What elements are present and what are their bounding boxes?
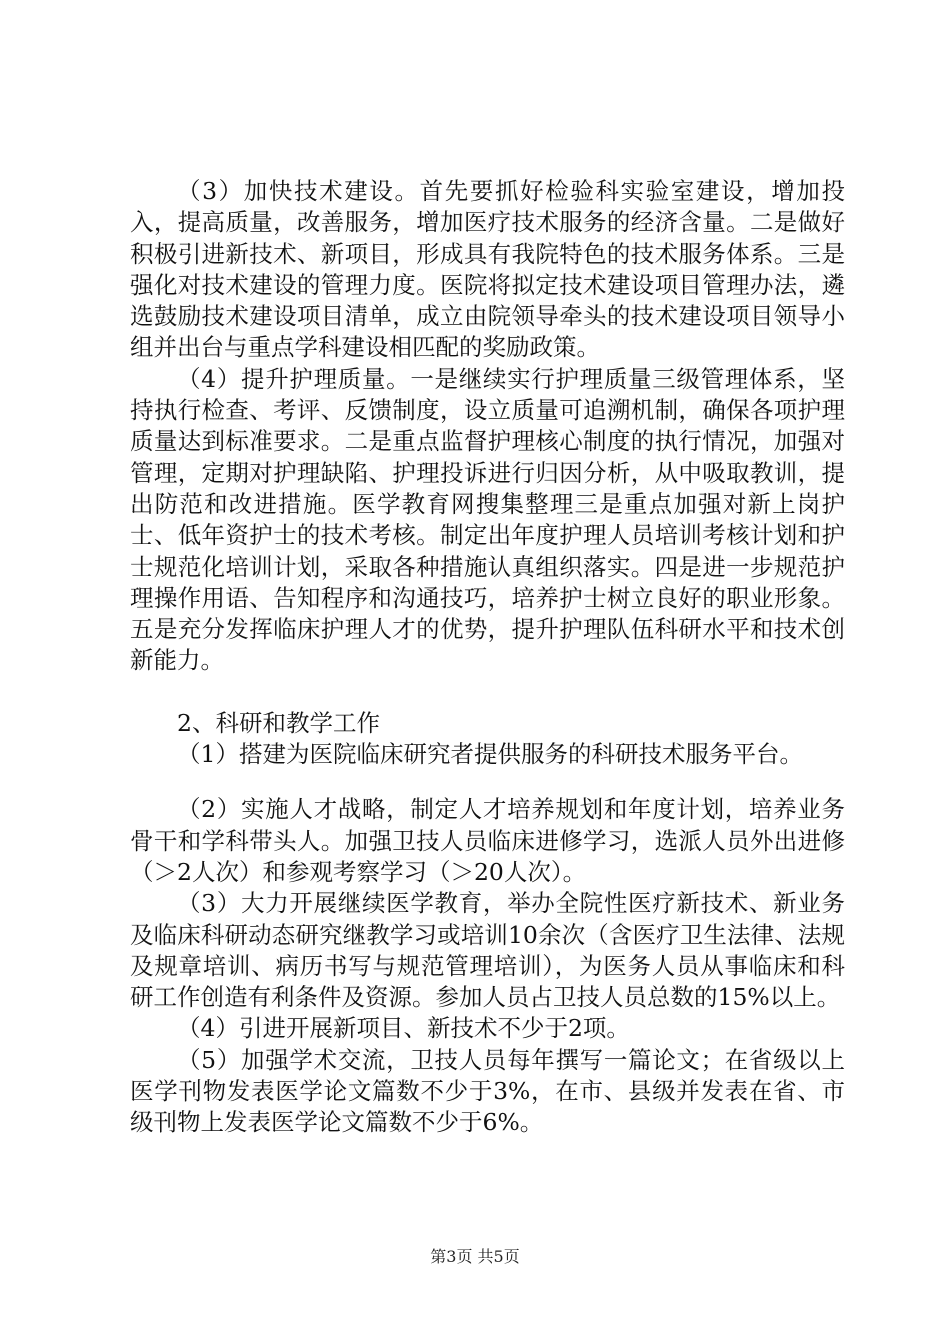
document-body bbox=[130, 176, 845, 1139]
paragraph-nursing-quality: （4）提升护理质量。一是继续实行护理质量三级管理体系，坚持执行检查、考评、反馈制度，设立质量可追溯机制，确保各项护理质量达到标准要求。二是重点监督护理核心制度的执行情况，加强对管理，定期对护理缺陷、护理投诉进行归因分析，从中吸取教训，提出防范和改进措施。医学教育网搜集整理三是重点加强对新上岗护士、低年资护士的技术考核。制定出年度护理人员培训考核计划和护士规范化培训计划，采取各种措施认真组织落实。四是进一步规范护理操作用语、告知程序和沟通技巧，培养护士树立良好的职业形象。五是充分发挥临床护理人才的优势，提升护理队伍科研水平和技术创新能力。 bbox=[130, 364, 845, 675]
spacer bbox=[130, 770, 845, 794]
paragraph-talent-strategy: （2）实施人才战略，制定人才培养规划和年度计划，培养业务骨干和学科带头人。加强卫技人员临床进修学习，选派人员外出进修（＞2人次）和参观考察学习（＞20人次）。 bbox=[130, 795, 845, 886]
section-heading-research-teaching: 2、科研和教学工作 bbox=[177, 708, 380, 737]
paragraph-new-projects: （4）引进开展新项目、新技术不少于2项。 bbox=[177, 1014, 630, 1043]
paragraph-academic-exchange: （5）加强学术交流，卫技人员每年撰写一篇论文；在省级以上医学刊物发表医学论文篇数不少于3%，在市、县级并发表在省、市级刊物上发表医学论文篇数不少于6%。 bbox=[130, 1045, 845, 1137]
paragraph-research-platform: （1）搭建为医院临床研究者提供服务的科研技术服务平台。 bbox=[177, 740, 803, 769]
spacer bbox=[130, 677, 845, 708]
paragraph-continuing-education: （3）大力开展继续医学教育，举办全院性医疗新技术、新业务及临床科研动态研究继教学习或培训10余次（含医疗卫生法律、法规及规章培训、病历书写与规范管理培训），为医务人员从事临床和科研工作创造有利条件及资源。参加人员占卫技人员总数的15%以上。 bbox=[130, 889, 845, 1012]
page-number-footer: 第3页 共5页 bbox=[430, 1247, 520, 1266]
paragraph-tech-construction: （3）加快技术建设。首先要抓好检验科实验室建设，增加投入，提高质量，改善服务，增加医疗技术服务的经济含量。二是做好积极引进新技术、新项目，形成具有我院特色的技术服务体系。三是强化对技术建设的管理力度。医院将拟定技术建设项目管理办法，遴选鼓励技术建设项目清单，成立由院领导牵头的技术建设项目领导小组并出台与重点学科建设相匹配的奖励政策。 bbox=[130, 177, 845, 362]
